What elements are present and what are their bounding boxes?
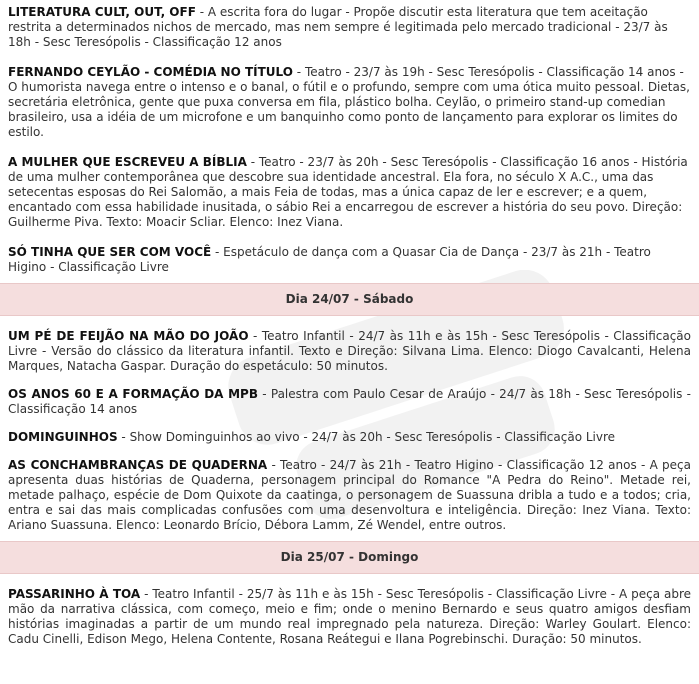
event-description: - Show Dominguinhos ao vivo - 24/7 às 20h - Sesc Teresópolis - Classificação Livre xyxy=(117,430,616,444)
event-title: PASSARINHO À TOA xyxy=(8,587,141,601)
list-item xyxy=(0,0,699,50)
event-description: - Palestra com Paulo Cesar de Araújo - 24/7 às 18h - Sesc Teresópolis - Classificação 14 anos xyxy=(8,387,691,416)
event-title: UM PÉ DE FEIJÃO NA MÃO DO JOÃO xyxy=(8,329,249,343)
list-item xyxy=(0,587,699,647)
event-title: DOMINGUINHOS xyxy=(8,430,118,444)
event-title: OS ANOS 60 E A FORMAÇÃO DA MPB xyxy=(8,387,258,401)
list-item xyxy=(0,387,699,417)
event-title: AS CONCHAMBRANÇAS DE QUADERNA xyxy=(8,458,268,472)
event-description: - Teatro Infantil - 24/7 às 11h e às 15h - Sesc Teresópolis - Classificação Livre - Versão do clássico da literatura infantil. Texto e Direção: Silvana Lima. Elenco: Diogo Cavalcanti, Helena Marques, Natacha Gaspar. Duração do espetáculo: 50 minutos. xyxy=(8,329,692,373)
event-title: FERNANDO CEYLÃO - COMÉDIA NO TÍTULO xyxy=(8,65,293,79)
event-description: - Teatro - 24/7 às 21h - Teatro Higino - Classificação 12 anos - A peça apresenta duas histórias de Quaderna, personagem principal do Romance "A Pedra do Reino". Metade rei, metade palhaço, espécie de Dom Quixote da caatinga, o personagem de Suassuna dribla a tudo e a todos; cria, entra e sai das mais complicadas confusões com uma desenvoltura e inteligência. Direção: Inez Viana. Texto: Ariano Suassuna. Elenco: Leonardo Brício, Débora Lamm, Zé Wendel, entre outros. xyxy=(8,458,692,532)
list-item xyxy=(0,430,699,445)
event-title: A MULHER QUE ESCREVEU A BÍBLIA xyxy=(8,155,247,169)
list-item xyxy=(0,458,699,533)
list-item xyxy=(0,155,699,230)
event-description: - Espetáculo de dança com a Quasar Cia de Dança - 23/7 às 21h - Teatro Higino - Classificação Livre xyxy=(8,245,651,274)
event-description: - A escrita fora do lugar - Propõe discutir esta literatura que tem aceitação restrita a determinados nichos de mercado, mas nem sempre é legitimada pelo mercado tradicional - 23/7 às 18h - Sesc Teresópolis - Classificação 12 anos xyxy=(8,5,668,49)
list-item xyxy=(0,65,699,140)
event-title: LITERATURA CULT, OUT, OFF xyxy=(8,5,196,19)
event-title: SÓ TINHA QUE SER COM VOCÊ xyxy=(8,245,212,259)
day-heading: Dia 24/07 - Sábado xyxy=(0,283,699,316)
event-description: - Teatro Infantil - 25/7 às 11h e às 15h - Sesc Teresópolis - Classificação Livre - A peça abre mão da narrativa clássica, com começo, meio e fim; onde o menino Bernardo e seus quatro amigos desfiam histórias imaginadas a partir de um mundo real impregnado pela natureza. Direção: Warley Goulart. Elenco: Cadu Cinelli, Edison Mego, Helena Contente, Rosana Reátegui e Ilana Pogrebinschi. Duração: 50 minutos. xyxy=(8,587,691,646)
event-description: - Teatro - 23/7 às 20h - Sesc Teresópolis - Classificação 16 anos - História de uma mulher contemporânea que descobre sua identidade ancestral. Ela fora, no século X A.C., uma das setecentas esposas do Rei Salomão, a mais Feia de todas, mas a única capaz de ler e escrever; e a quem, encantado com essa habilidade inusitada, o sábio Rei a encarregou de escrever a história do seu povo. Direção: Guilherme Piva. Texto: Moacir Scliar. Elenco: Inez Viana. xyxy=(8,155,688,229)
list-item xyxy=(0,245,699,275)
list-item xyxy=(0,329,699,374)
event-description: - Teatro - 23/7 às 19h - Sesc Teresópolis - Classificação 14 anos - O humorista navega entre o intenso e o banal, o fútil e o profundo, sempre com uma ótica muito pessoal. Dietas, secretária eletrônica, gente que puxa conversa em fila, plástico bolha. Ceylão, o primeiro stand-up comedian brasileiro, usa a idéia de um microfone e um banquinho como ponto de lançamento para explorar os limites do estilo. xyxy=(8,65,690,139)
day-heading: Dia 25/07 - Domingo xyxy=(0,541,699,574)
